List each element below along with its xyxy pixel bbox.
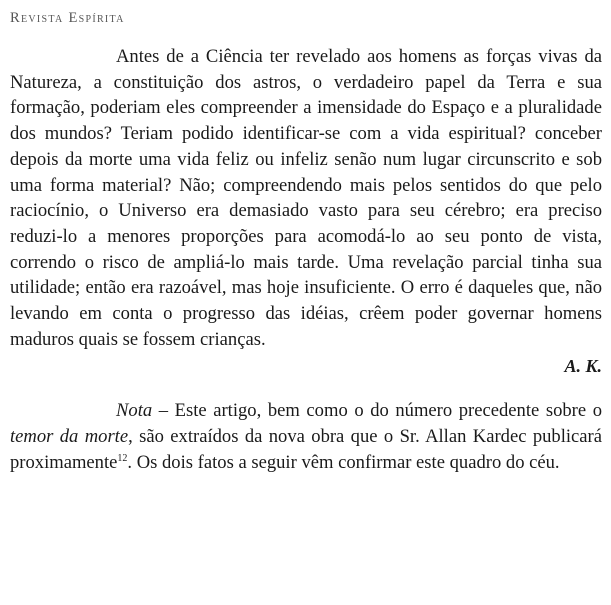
note-paragraph (10, 398, 602, 475)
note-text-3: . Os dois fatos a seguir vêm confirmar este quadro do céu. (127, 451, 560, 473)
note-dash: – (152, 400, 175, 422)
note-text-1: Este artigo, bem como o do número precedente sobre o (174, 400, 603, 422)
document-page (10, 8, 602, 475)
note-label: Nota (116, 400, 153, 422)
running-header: Revista Espírita (10, 10, 125, 26)
author-signature: A. K. (564, 356, 602, 377)
body-paragraph: Antes de a Ciência ter revelado aos homens as forças vivas da Natureza, a constituição dos astros, o verdadeiro papel da Terra e sua formação, poderiam eles compreender a imensidade do Espaço e a pluralidade dos mundos? Teriam podido identificar-se com a vida espiritual? conceber depois da morte uma vida feliz ou infeliz senão num lugar circunscrito e sob uma forma material? Não; compreendendo mais pelos sentidos do que pelo raciocínio, o Universo era demasiado vasto para seu cérebro; era preciso reduzi-lo a menores proporções para acomodá-lo ao seu ponto de vista, correndo o risco de ampliá-lo mais tarde. Uma revelação parcial tinha sua utilidade; então era razoável, mas hoje insuficiente. O erro é daqueles que, não levando em conta o progresso das idéias, crêem poder governar homens maduros quais se fossem crianças. (10, 46, 602, 350)
note-text-2: , são extraídos da nova obra que o Sr. Allan Kardec publicará proximamente (10, 425, 602, 473)
note-emphasis: temor da morte (10, 425, 129, 447)
footnote-reference[interactable]: 12 (117, 452, 128, 464)
